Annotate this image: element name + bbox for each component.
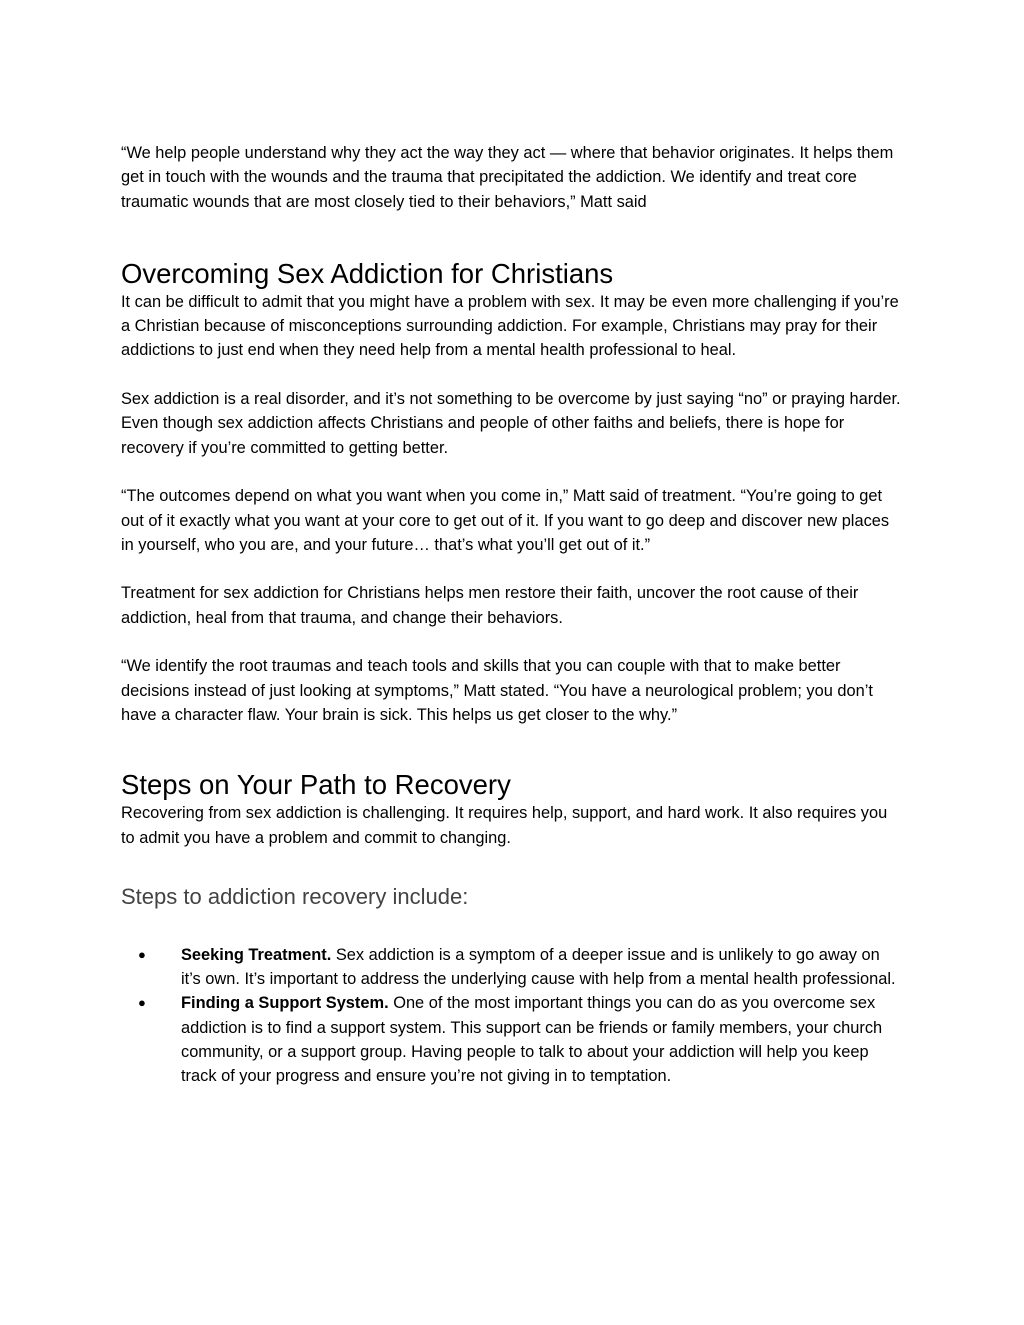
- document-page: [121, 141, 901, 1089]
- body-paragraph: Sex addiction is a real disorder, and it’s not something to be overcome by just saying “no” or praying harder. Even though sex addiction affects Christians and people of other faiths and beliefs, there is hope for recovery if you’re committed to getting better.: [121, 390, 901, 457]
- body-paragraph: Recovering from sex addiction is challenging. It requires help, support, and hard work. It also requires you to admit you have a problem and commit to changing.: [121, 804, 888, 847]
- list-item-text: One of the most important things you can do as you overcome sex addiction is to find a support system. This support can be friends or family members, your church community, or a support group. Having people to talk to about your addiction will help you keep track of your progress and ensure you’re not giving in to temptation.: [181, 994, 883, 1086]
- body-paragraph: “The outcomes depend on what you want when you come in,” Matt said of treatment. “You’re going to get out of it exactly what you want at your core to get out of it. If you want to go deep and discover new places in yourself, who you are, and your future… that’s what you’ll get out of it.”: [121, 487, 890, 554]
- body-paragraph: “We identify the root traumas and teach tools and skills that you can couple with that to make better decisions instead of just looking at symptoms,” Matt stated. “You have a neurological problem; you don’t have a character flaw. Your brain is sick. This helps us get closer to the why.”: [121, 657, 873, 724]
- list-item-title: Finding a Support System.: [181, 994, 389, 1013]
- list-item: [121, 991, 901, 1088]
- list-item-text: Sex addiction is a symptom of a deeper issue and is unlikely to go away on it’s own. It’s important to address the underlying cause with help from a mental health professional.: [181, 945, 896, 989]
- intro-quote-paragraph: “We help people understand why they act the way they act — where that behavior originates. It helps them get in touch with the wounds and the trauma that precipitated the addiction. We identify and treat core traumatic wounds that are most closely tied to their behaviors,” Matt said: [121, 144, 894, 211]
- body-paragraph: Treatment for sex addiction for Christians helps men restore their faith, uncover the root cause of their addiction, heal from that trauma, and change their behaviors.: [121, 584, 859, 627]
- bullet-icon: ●: [138, 995, 146, 1011]
- steps-list: [121, 943, 901, 1089]
- bullet-icon: ●: [138, 946, 146, 962]
- body-paragraph: It can be difficult to admit that you might have a problem with sex. It may be even more challenging if you’re a Christian because of misconceptions surrounding addiction. For example, Christians may pray for their addictions to just end when they need help from a mental health professional to heal.: [121, 292, 899, 360]
- list-item-title: Seeking Treatment.: [181, 945, 332, 964]
- subheading-steps-list: Steps to addiction recovery include:: [121, 883, 469, 909]
- list-item: [121, 943, 901, 992]
- section-heading-overcoming: Overcoming Sex Addiction for Christians: [121, 257, 614, 289]
- section-heading-steps: Steps on Your Path to Recovery: [121, 769, 511, 801]
